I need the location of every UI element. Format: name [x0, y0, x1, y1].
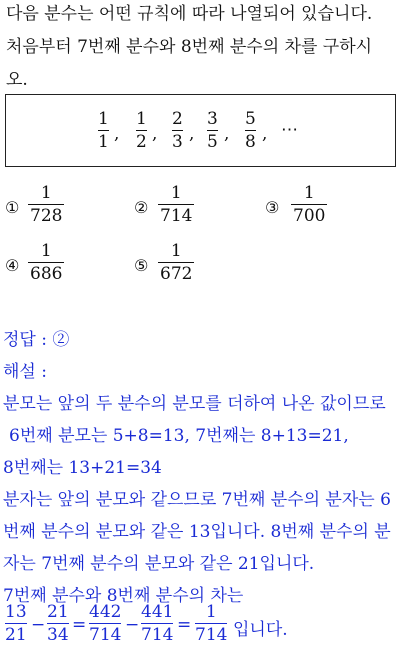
choice-mark-5: ⑤: [134, 256, 149, 275]
sequence-separator: ,: [189, 124, 195, 144]
explanation-line-5: 번째 분수의 분모와 같은 13입니다. 8번째 분수의 분: [3, 522, 391, 542]
eq-operator: =: [72, 615, 87, 635]
choice-4: 1 686: [30, 241, 63, 284]
eq-operator: =: [177, 615, 192, 635]
eq-fraction-2: 21 34: [47, 602, 69, 645]
explanation-line-1: 분모는 앞의 두 분수의 분모를 더하여 나온 값이므로: [3, 394, 386, 414]
explanation-label: 해설 :: [3, 362, 47, 382]
sequence-ellipsis: ⋯: [281, 120, 298, 140]
choice-mark-3: ③: [265, 198, 280, 217]
sequence-term: 1 1: [98, 109, 109, 152]
eq-fraction-4: 441 714: [141, 602, 174, 645]
choice-1: 1 728: [30, 183, 63, 226]
sequence-term: 3 5: [207, 109, 218, 152]
eq-tail: 입니다.: [233, 620, 288, 640]
question-line-1: 다음 분수는 어떤 규칙에 따라 나열되어 있습니다.: [6, 4, 373, 24]
question-line-2: 처음부터 7번째 분수와 8번째 분수의 차를 구하시: [6, 37, 373, 57]
sequence-separator: ,: [224, 124, 230, 144]
sequence-box: [5, 94, 396, 167]
choice-mark-1: ①: [5, 198, 20, 217]
sequence-term: 2 3: [172, 109, 183, 152]
eq-fraction-5: 1 714: [195, 602, 228, 645]
sequence-separator: ,: [262, 124, 268, 144]
choice-5: 1 672: [160, 241, 193, 284]
eq-operator: −: [125, 615, 140, 635]
choice-3: 1 700: [293, 183, 326, 226]
answer-label: 정답 : ②: [3, 330, 70, 350]
choice-mark-2: ②: [134, 198, 149, 217]
explanation-line-2: 6번째 분모는 5+8=13, 7번째는 8+13=21,: [9, 426, 349, 446]
question-line-3: 오.: [6, 70, 28, 90]
sequence-term: 5 8: [245, 109, 256, 152]
choice-mark-4: ④: [5, 256, 20, 275]
choice-2: 1 714: [160, 183, 193, 226]
explanation-line-6: 자는 7번째 분수의 분모와 같은 21입니다.: [3, 554, 315, 574]
explanation-line-4: 분자는 앞의 분모와 같으므로 7번째 분수의 분자는 6: [3, 490, 391, 510]
eq-fraction-1: 13 21: [5, 602, 27, 645]
sequence-separator: ,: [114, 124, 120, 144]
eq-fraction-3: 442 714: [89, 602, 122, 645]
sequence-term: 1 2: [136, 109, 147, 152]
explanation-line-7: 7번째 분수와 8번째 분수의 차는: [3, 586, 244, 606]
eq-operator: −: [31, 615, 46, 635]
explanation-line-3: 8번째는 13+21=34: [3, 458, 162, 478]
sequence-separator: ,: [152, 124, 158, 144]
